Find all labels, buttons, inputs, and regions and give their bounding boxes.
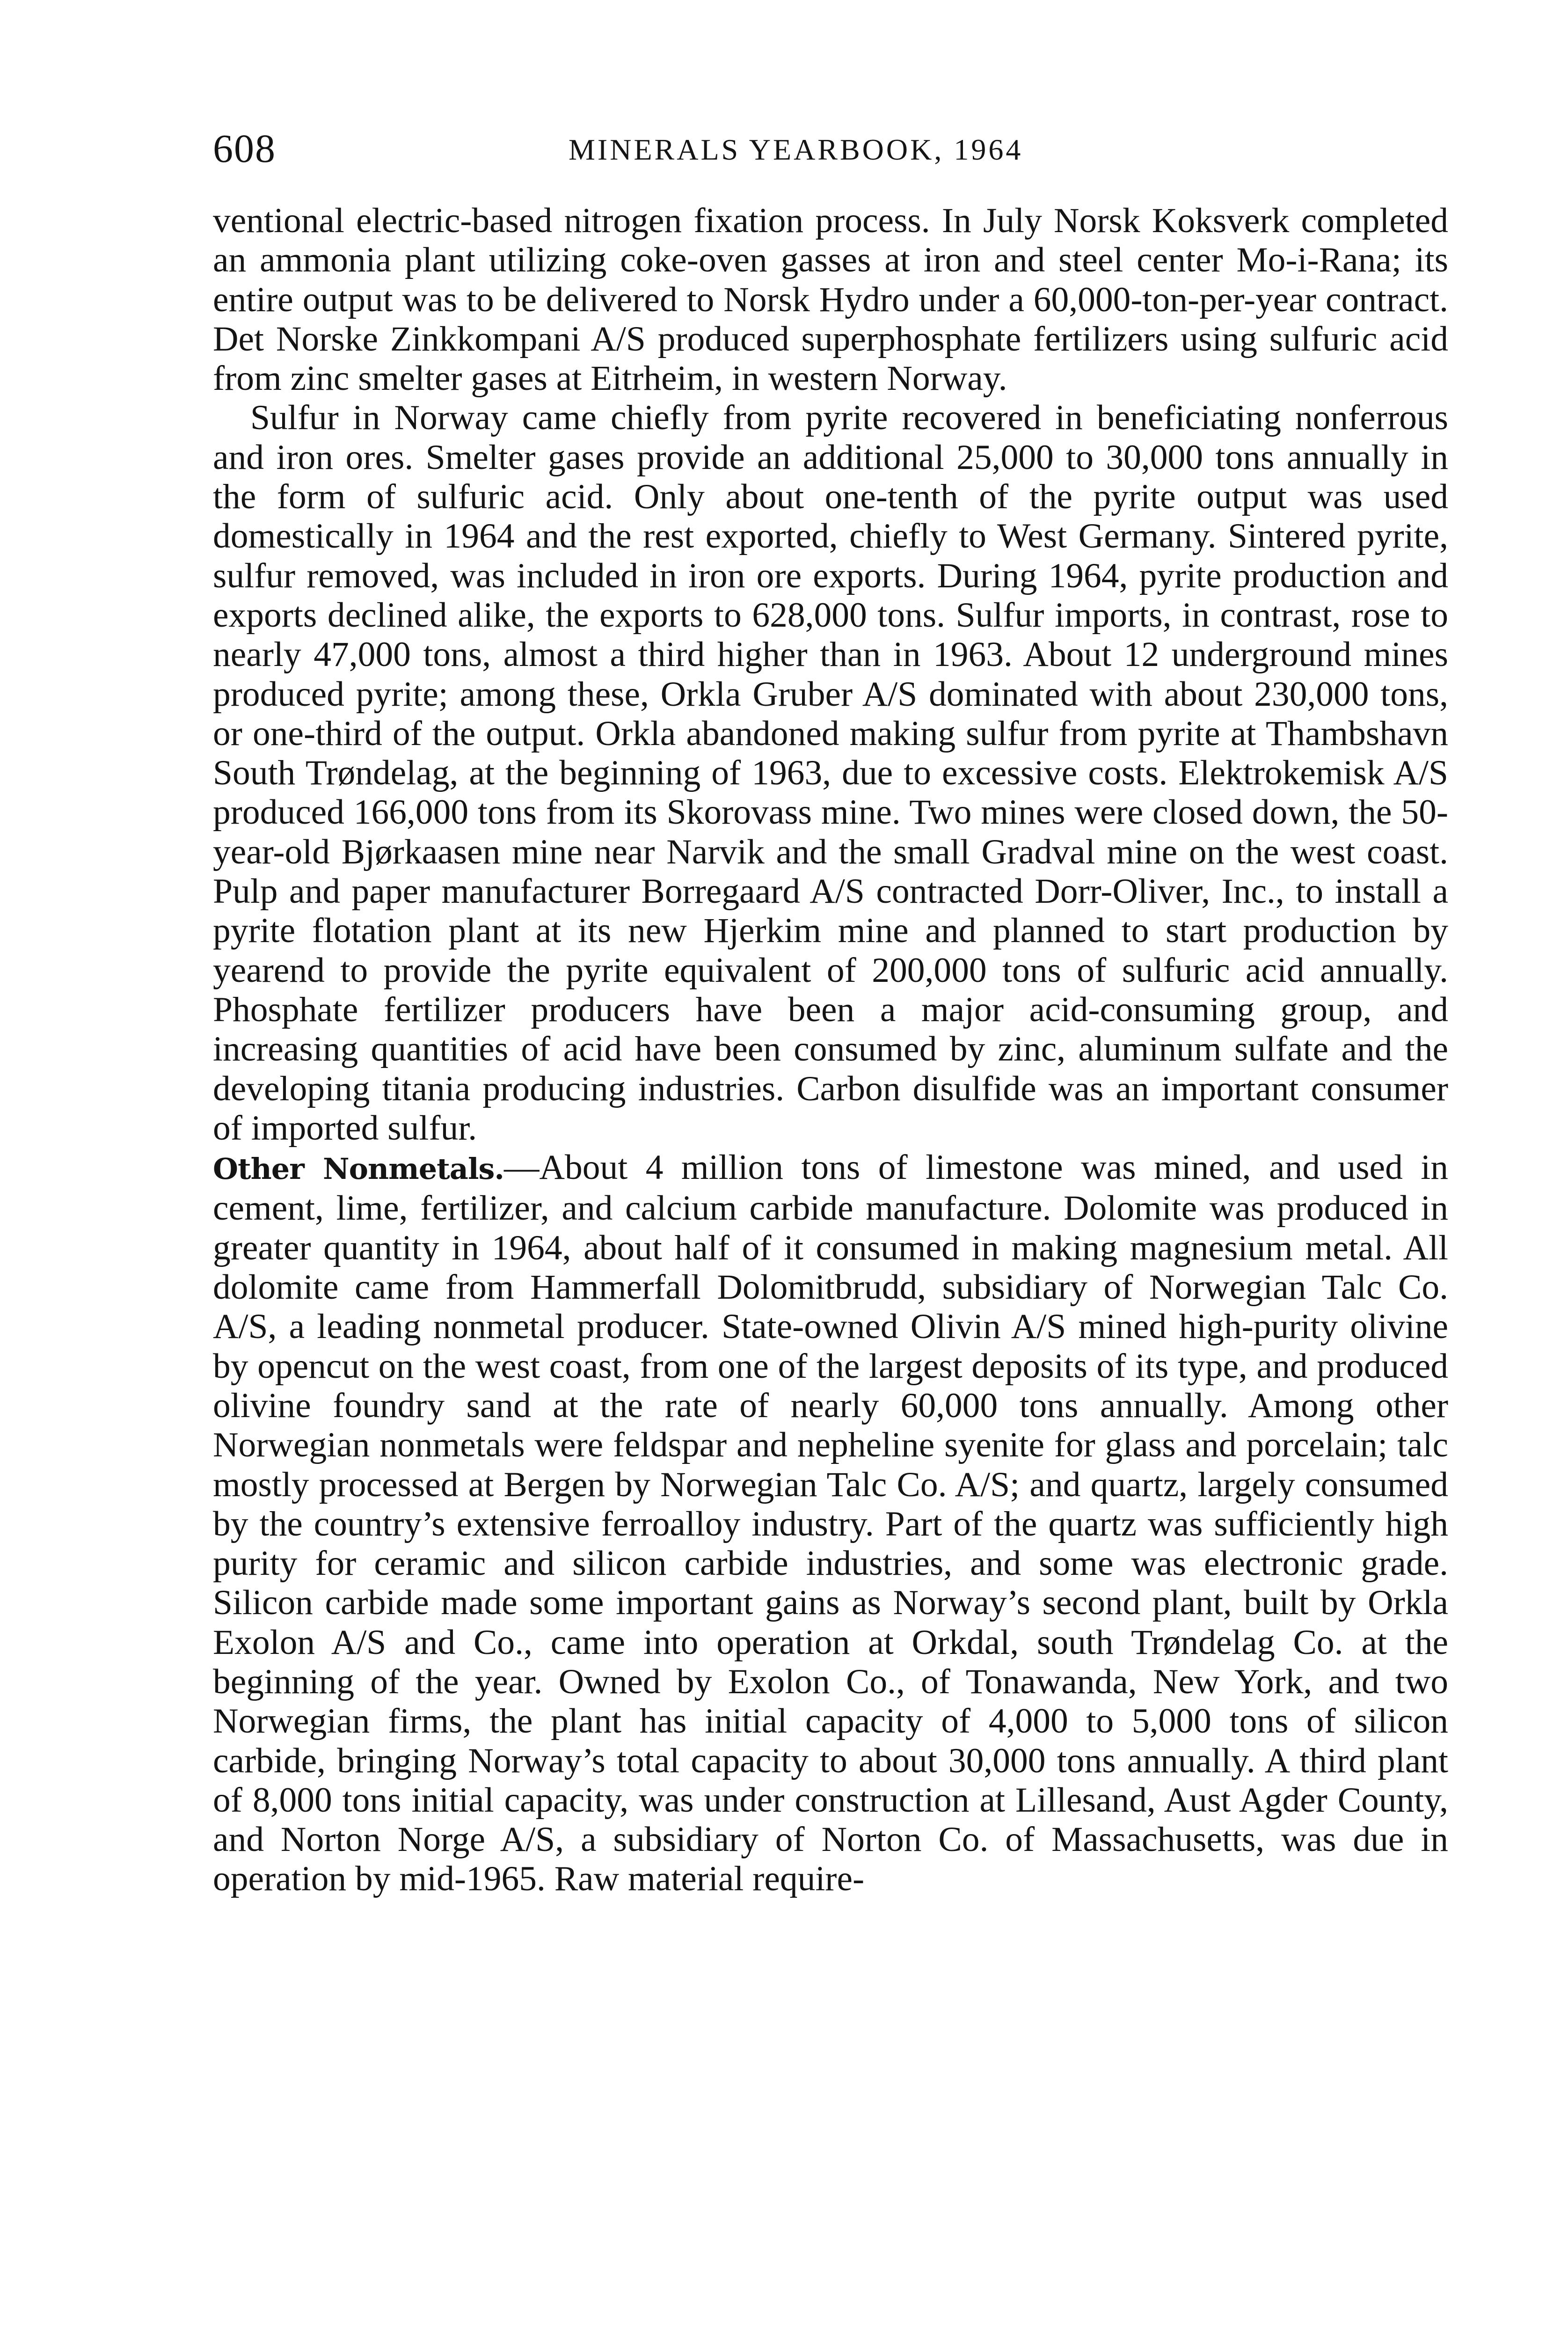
paragraph-text: —About 4 million tons of limestone was mined, and used in cement, lime, fertilizer, and calcium carbide manufacture. Dolomite was produced in greater quantity in 1964, about half of it consumed in making magnesium metal. All dolomite came from Hammerfall Dolomitbrudd, subsidiary of Norwegian Talc Co. A/S, a leading nonmetal producer. State-owned Olivin A/S mined high-purity olivine by opencut on the west coast, from one of the largest deposits of its type, and produced olivine foundry sand at the rate of nearly 60,000 tons annually. Among other Norwegian nonmetals were feldspar and nepheline syenite for glass and porcelain; talc mostly processed at Bergen by Norwegian Talc Co. A/S; and quartz, largely consumed by the country’s extensive ferroalloy industry. Part of the quartz was sufficiently high purity for ceramic and silicon carbide industries, and some was electronic grade. Silicon carbide made some important gains as Norway’s second plant, built by Orkla Exolon A/S and Co., came into operation at Orkdal, south Trøndelag Co. at the beginning of the year. Owned by Exolon Co., of Tonawanda, New York, and two Norwegian firms, the plant has initial capacity of 4,000 to 5,000 tons of silicon carbide, bringing Norway’s total capacity to about 30,000 tons annually. A third plant of 8,000 tons initial capacity, was under construction at Lillesand, Aust Agder County, and Norton Norge A/S, a subsidiary of Norton Co. of Massachusetts, was due in operation by mid-1965. Raw material require-: [213, 1148, 1448, 1899]
paragraph-text: Sulfur in Norway came chiefly from pyrite recovered in beneficiating nonferrous and iron ores. Smelter gases provide an additional 25,000 to 30,000 tons annually in the form of sulfuric acid. Only about one-tenth of the pyrite output was used domestically in 1964 and the rest exported, chiefly to West Germany. Sintered pyrite, sulfur removed, was included in iron ore exports. During 1964, pyrite production and exports declined alike, the exports to 628,000 tons. Sulfur imports, in contrast, rose to nearly 47,000 tons, almost a third higher than in 1963. About 12 underground mines produced pyrite; among these, Orkla Gruber A/S dominated with about 230,000 tons, or one-third of the output. Orkla abandoned making sulfur from pyrite at Thambshavn South Trøndelag, at the beginning of 1963, due to excessive costs. Elektrokemisk A/S produced 166,000 tons from its Skorovass mine. Two mines were closed down, the 50-year-old Bjørkaasen mine near Narvik and the small Gradval mine on the west coast. Pulp and paper manufacturer Borregaard A/S contracted Dorr-Oliver, Inc., to install a pyrite flotation plant at its new Hjerkim mine and planned to start production by yearend to provide the pyrite equivalent of 200,000 tons of sulfuric acid annually. Phosphate fertilizer producers have been a major acid-consuming group, and increasing quantities of acid have been consumed by zinc, aluminum sulfate and the developing titania producing industries. Carbon disulfide was an important consumer of imported sulfur.: [213, 398, 1448, 1148]
page-number: 608: [213, 126, 276, 171]
paragraph-text: ventional electric-based nitrogen fixation process. In July Norsk Koksverk completed an ammonia plant utilizing coke-oven gasses at iron and steel center Mo-i-Rana; its entire output was to be delivered to Norsk Hydro under a 60,000-ton-per-year contract. Det Norske Zinkkompani A/S produced superphosphate fertilizers using sulfuric acid from zinc smelter gases at Eitrheim, in western Norway.: [213, 201, 1448, 398]
paragraph-sulfur: [213, 398, 1448, 1148]
paragraph-nitrogen-continued: [213, 201, 1448, 398]
section-run-in-heading: Other Nonmetals.: [213, 1152, 504, 1186]
body-text: [213, 201, 1448, 1899]
running-head: MINERALS YEARBOOK, 1964: [569, 133, 1023, 166]
page-header: [213, 123, 1448, 174]
paragraph-other-nonmetals: [213, 1148, 1448, 1899]
